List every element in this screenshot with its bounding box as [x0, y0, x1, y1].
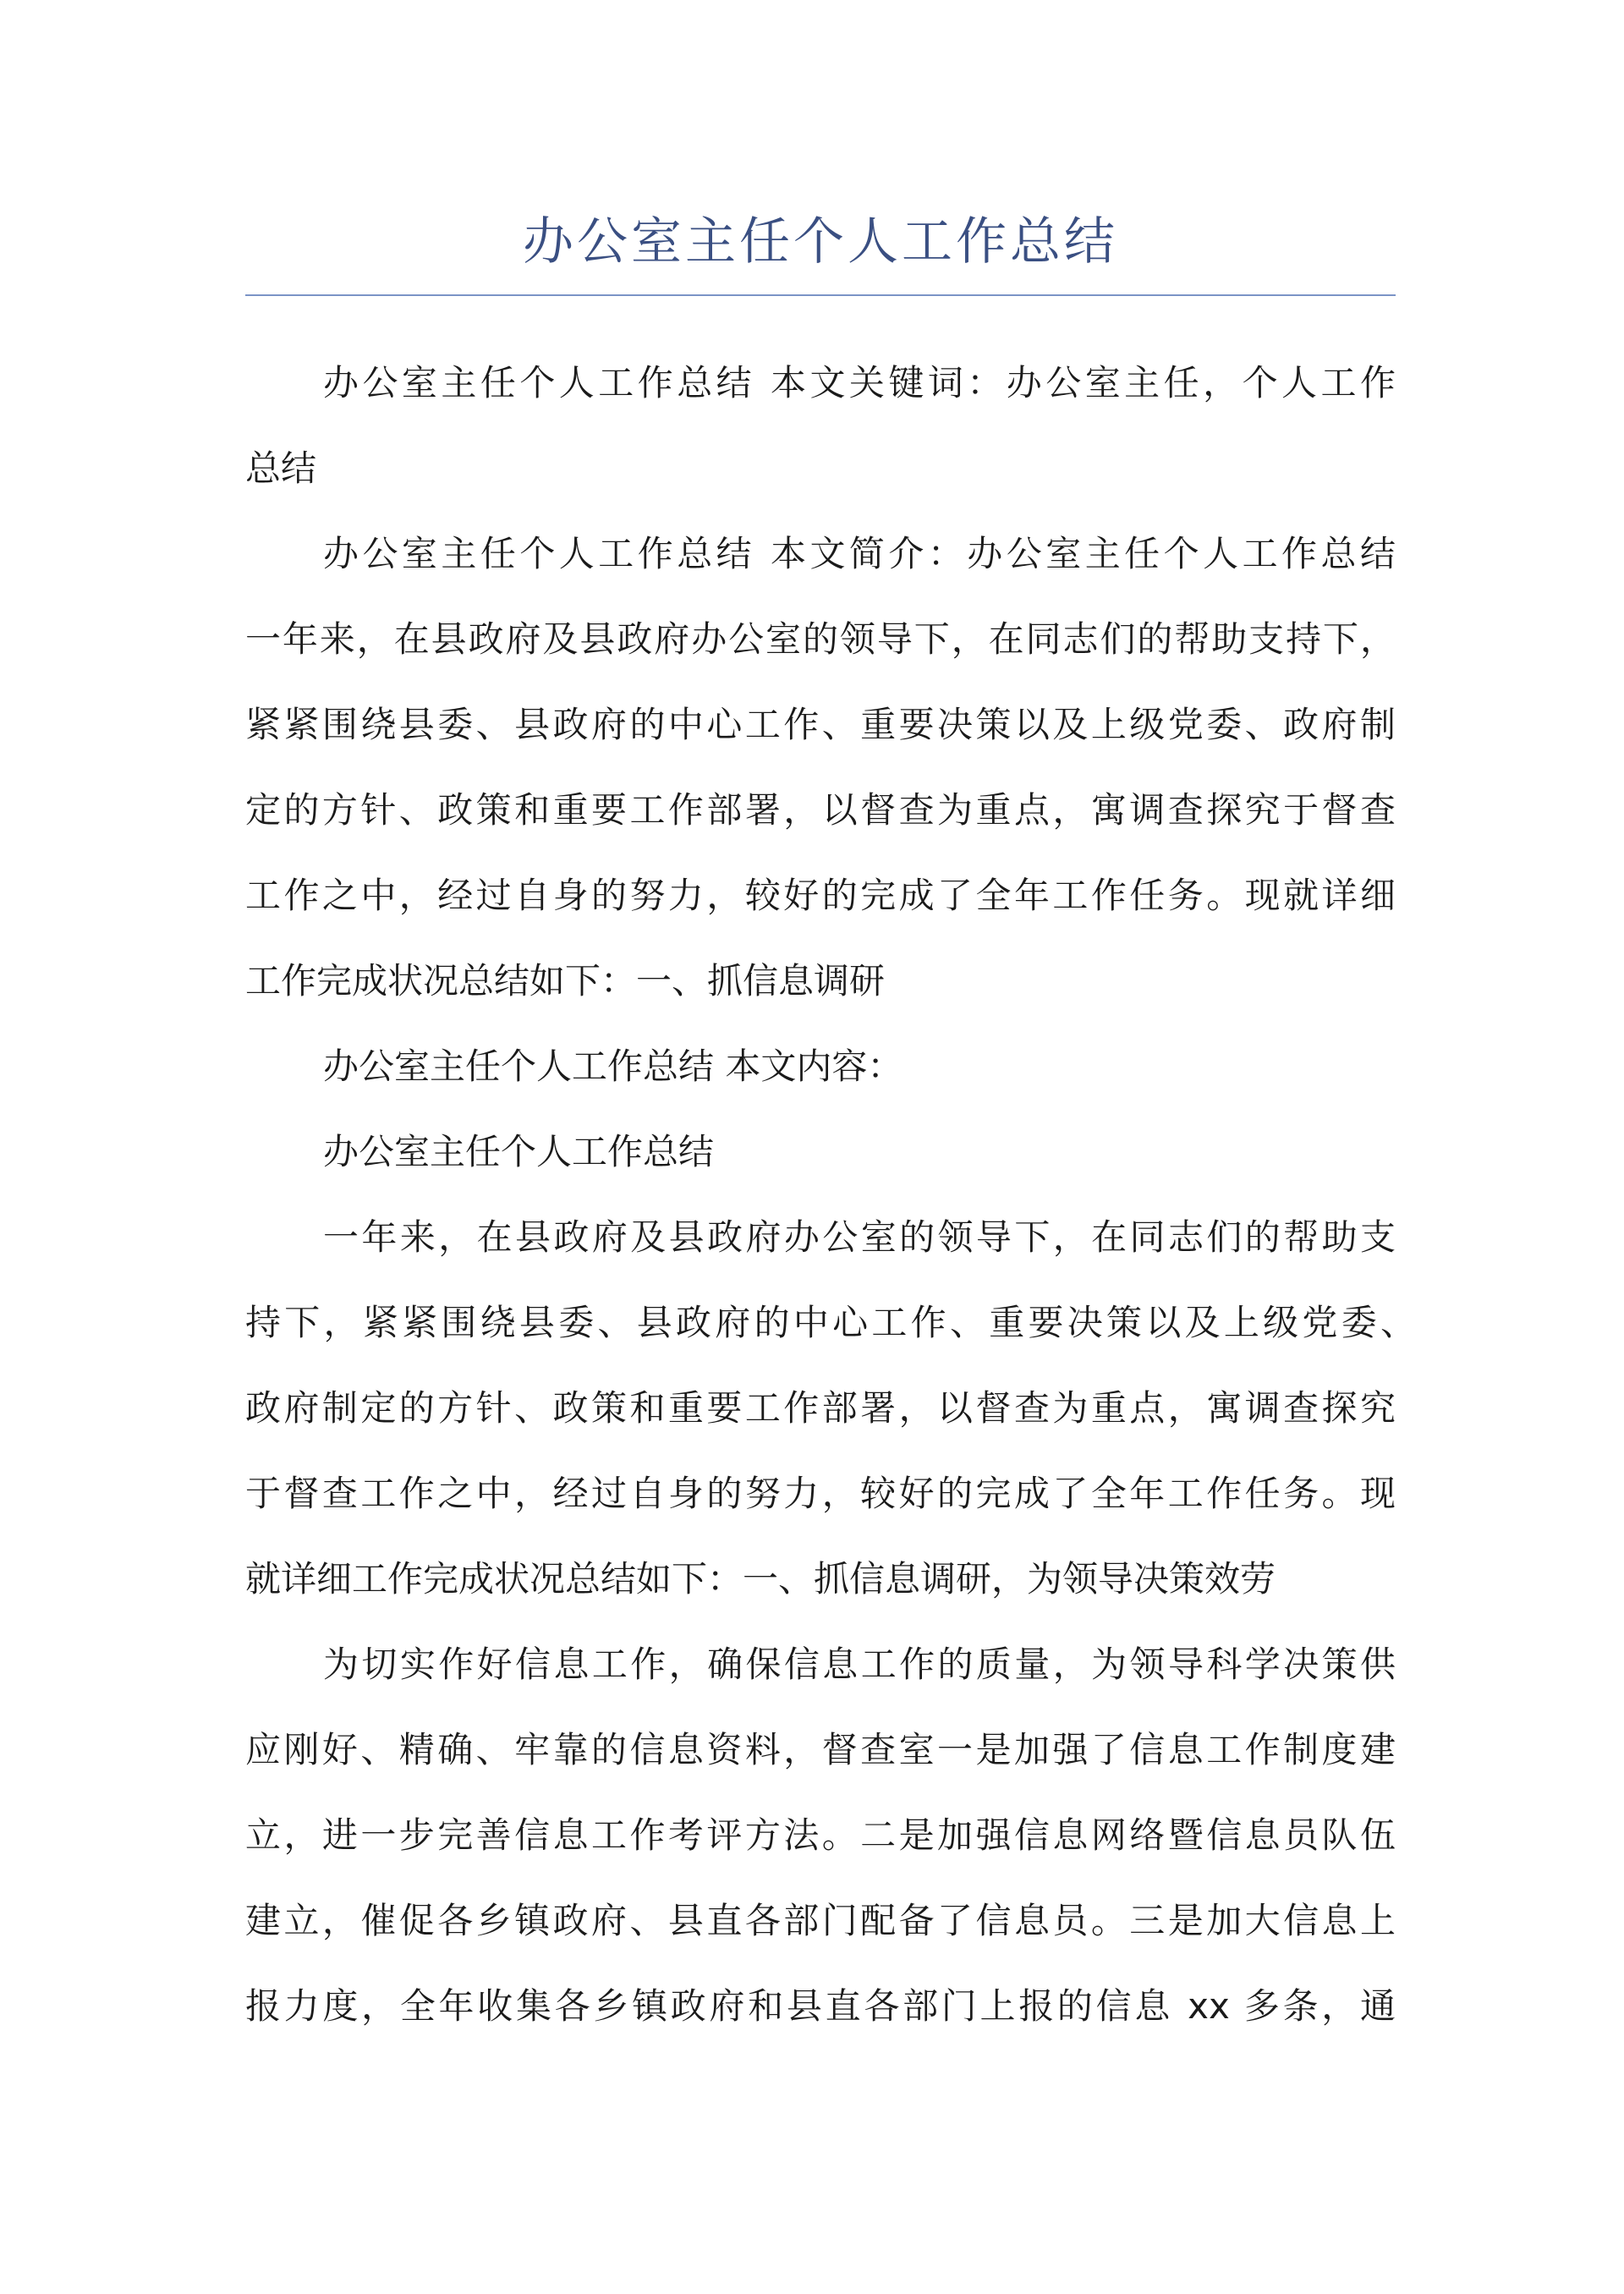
text-line: 工作之中，经过自身的努力，较好的完成了全年工作任务。现就详细: [245, 875, 1396, 916]
text-line: 办公室主任个人工作总结: [323, 1131, 715, 1172]
text-line: 总结: [245, 447, 317, 489]
paragraph-main: [245, 1194, 1416, 1622]
paragraph-content-label: [245, 1024, 1396, 1109]
text-line: 应刚好、精确、牢靠的信息资料，督查室一是加强了信息工作制度建: [245, 1729, 1396, 1770]
text-line: 就详细工作完成状况总结如下：一、抓信息调研，为领导决策效劳: [245, 1558, 1276, 1600]
text-line: 一年来，在县政府及县政府办公室的领导下，在同志们的帮助支: [323, 1216, 1396, 1258]
text-line: 政府制定的方针、政策和重要工作部署，以督查为重点，寓调查探究: [245, 1387, 1396, 1429]
text-line: 立，进一步完善信息工作考评方法。二是加强信息网络暨信息员队伍: [245, 1814, 1396, 1856]
text-line: 定的方针、政策和重要工作部署，以督查为重点，寓调查探究于督查: [245, 789, 1396, 831]
text-line: 报力度，全年收集各乡镇政府和县直各部门上报的信息 xx 多条，通: [245, 1985, 1396, 2027]
paragraph-summary: [245, 511, 1396, 1024]
paragraph-information-work: [245, 1622, 1396, 2049]
text-line: 一年来，在县政府及县政府办公室的领导下，在同志们的帮助支持下，: [245, 618, 1396, 660]
text-line: 建立，催促各乡镇政府、县直各部门配备了信息员。三是加大信息上: [245, 1900, 1396, 1941]
paragraph-keywords: [245, 340, 1396, 511]
text-line: 办公室主任个人工作总结 本文关键词：办公室主任，个人工作: [323, 362, 1396, 403]
document-title: 办公室主任个人工作总结: [523, 212, 1118, 272]
paragraph-subtitle: [245, 1109, 1396, 1194]
text-line: 办公室主任个人工作总结 本文内容：: [323, 1045, 903, 1087]
text-line: 为切实作好信息工作，确保信息工作的质量，为领导科学决策供: [323, 1644, 1396, 1685]
text-line: 工作完成状况总结如下：一、抓信息调研: [245, 960, 886, 1002]
title-divider: [245, 294, 1396, 296]
text-line: 紧紧围绕县委、县政府的中心工作、重要决策以及上级党委、政府制: [245, 704, 1396, 745]
text-line: 办公室主任个人工作总结 本文简介：办公室主任个人工作总结: [323, 533, 1396, 574]
text-line: 于督查工作之中，经过自身的努力，较好的完成了全年工作任务。现: [245, 1473, 1396, 1514]
text-line: 持下，紧紧围绕县委、县政府的中心工作、重要决策以及上级党委、: [245, 1302, 1416, 1343]
document-body: [245, 340, 1416, 2049]
